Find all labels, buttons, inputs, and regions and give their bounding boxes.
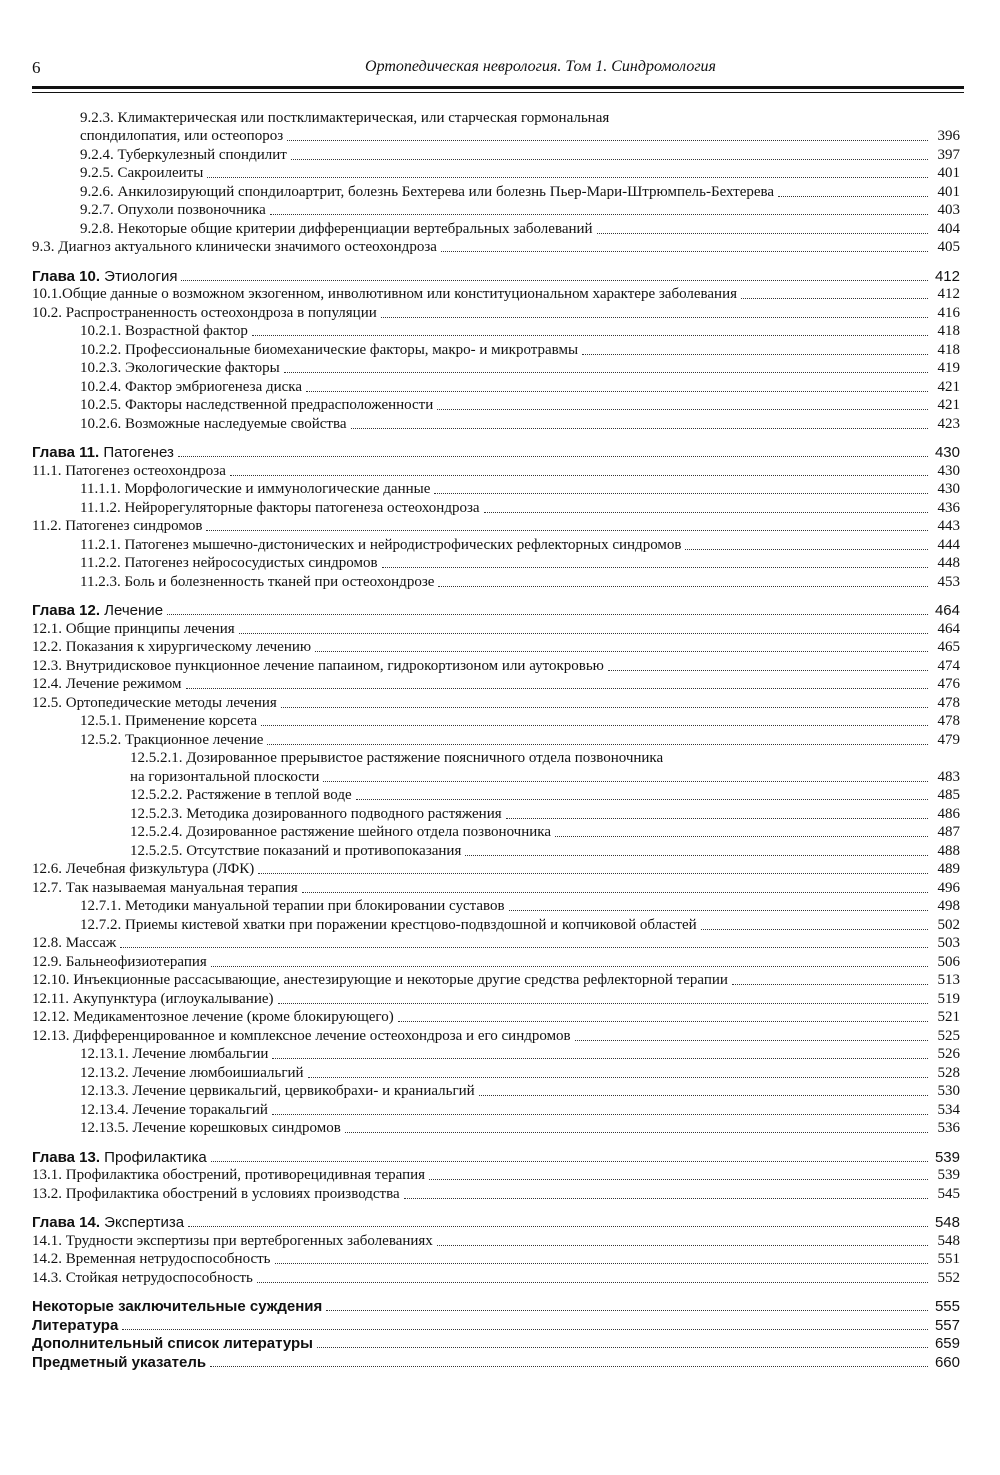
toc-entry-title: 10.2.4. Фактор эмбриогенеза диска (80, 378, 303, 395)
dot-leader (351, 427, 929, 429)
toc-backmatter-entry (32, 1334, 960, 1353)
toc-entry-title: 11.1.2. Нейрорегуляторные факторы патогенеза остеохондроза (80, 499, 480, 516)
toc-chapter (32, 1213, 960, 1232)
toc-entry-title: 10.2.3. Экологические факторы (80, 360, 280, 376)
toc-entry-title: 12.8. Массаж (32, 935, 117, 951)
toc-page-number: 423 (937, 415, 960, 432)
dot-leader (778, 195, 928, 197)
toc-backmatter-entry (32, 1297, 960, 1316)
toc-page-number: 401 (937, 183, 960, 200)
toc-entry-title: 12.5.2. Тракционное лечение (80, 731, 264, 748)
toc-entry-title: на горизонтальной плоскости (130, 768, 320, 785)
toc-entry-title: 9.2.6. Анкилозирующий спондилоартрит, болезнь Бехтерева или болезнь Пьер-Мари-Штрюмпель-Бехтерева (80, 183, 775, 200)
toc-page-number: 485 (937, 787, 960, 803)
toc-entry (32, 1268, 960, 1287)
toc-page-number: 479 (937, 731, 960, 748)
toc-page-number: 405 (937, 239, 960, 255)
toc-entry (32, 322, 960, 341)
dot-leader (207, 176, 928, 178)
dot-leader (434, 492, 928, 494)
toc-entry-title: 10.2.1. Возрастной фактор (80, 323, 248, 339)
toc-page-number: 526 (937, 1046, 960, 1062)
dot-leader (356, 798, 928, 800)
toc-entry-title: 13.1. Профилактика обострений, противорецидивная терапия (32, 1167, 426, 1183)
dot-leader (555, 835, 928, 837)
toc-entry (32, 971, 960, 990)
dot-leader (315, 650, 928, 652)
toc-entry-title: 9.3. Диагноз актуального клинически значимого остеохондроза (32, 239, 437, 255)
toc-chapter-title (32, 268, 177, 285)
toc-chapter (32, 266, 960, 285)
toc-entry-title: 12.6. Лечебная физкультура (ЛФК) (32, 861, 255, 877)
running-title: Ортопедическая неврология. Том 1. Синдромология (365, 58, 716, 75)
toc-entry (32, 1250, 960, 1269)
toc-entry (32, 238, 960, 257)
toc-chapter-title (32, 1214, 184, 1231)
dot-leader (211, 1160, 928, 1162)
toc-page-number: 404 (937, 220, 960, 237)
toc-entry-title: 10.1.Общие данные о возможном экзогенном, инволютивном или конституциональном характере заболевания (32, 286, 738, 302)
toc-entry (32, 897, 960, 916)
dot-leader (323, 780, 928, 782)
toc-chapter-number: Глава 12. (32, 602, 101, 619)
toc-entry (32, 675, 960, 694)
toc-page-number: 418 (937, 323, 960, 339)
toc-entry (32, 201, 960, 220)
table-of-contents (32, 108, 960, 1371)
dot-leader (210, 1365, 928, 1367)
toc-page-number: 519 (937, 990, 960, 1007)
dot-leader (506, 817, 928, 819)
toc-page-number: 536 (937, 1120, 960, 1136)
toc-page-number: 545 (937, 1185, 960, 1202)
toc-page-number: 548 (937, 1232, 960, 1249)
toc-entry-title: 12.5.2.2. Растяжение в теплой воде (130, 787, 352, 803)
toc-page-number: 403 (937, 202, 960, 218)
toc-entry (32, 480, 960, 499)
toc-entry (32, 572, 960, 591)
toc-chapter-number: Глава 11. (32, 444, 100, 461)
dot-leader (597, 232, 928, 234)
dot-leader (345, 1131, 928, 1133)
toc-page-number: 478 (937, 713, 960, 729)
toc-entry (32, 786, 960, 805)
toc-entry (32, 303, 960, 322)
toc-entry (32, 749, 960, 768)
dot-leader (317, 1346, 928, 1348)
toc-page-number: 502 (937, 916, 960, 933)
toc-page-number: 555 (934, 1298, 960, 1315)
toc-entry (32, 804, 960, 823)
toc-entry (32, 860, 960, 879)
toc-page-number: 412 (934, 267, 960, 285)
toc-entry-title: 10.2.2. Профессиональные биомеханические факторы, макро- и микротравмы (80, 341, 579, 358)
dot-leader (258, 872, 928, 874)
dot-leader (306, 390, 928, 392)
toc-page-number: 419 (937, 360, 960, 376)
dot-leader (230, 474, 928, 476)
toc-entry-title: Дополнительный список литературы (32, 1335, 313, 1352)
toc-page-number: 397 (937, 146, 960, 163)
dot-leader (270, 213, 928, 215)
toc-entry (32, 619, 960, 638)
toc-entry (32, 1100, 960, 1119)
page-header (32, 54, 964, 82)
toc-page-number: 660 (934, 1353, 960, 1371)
dot-leader (741, 297, 928, 299)
toc-entry-title: 9.2.8. Некоторые общие критерии дифференциации вертебральных заболеваний (80, 220, 593, 237)
toc-entry (32, 219, 960, 238)
toc-entry (32, 730, 960, 749)
toc-page-number: 465 (937, 639, 960, 655)
toc-page-number: 430 (937, 481, 960, 497)
toc-entry (32, 108, 960, 127)
toc-entry (32, 554, 960, 573)
toc-entry-title: 12.13. Дифференцированное и комплексное лечение остеохондроза и его синдромов (32, 1027, 571, 1044)
toc-page-number: 464 (934, 602, 960, 619)
dot-leader (509, 909, 928, 911)
toc-page-number: 506 (937, 953, 960, 970)
dot-leader (275, 1262, 928, 1264)
dot-leader (429, 1178, 928, 1180)
dot-leader (272, 1057, 928, 1059)
toc-entry-title: 12.13.5. Лечение корешковых синдромов (80, 1120, 341, 1136)
toc-entry (32, 1166, 960, 1185)
toc-entry-title: 12.1. Общие принципы лечения (32, 620, 235, 637)
toc-entry-title: 12.7.2. Приемы кистевой хватки при поражении крестцово-подвздошной и копчиковой областей (80, 916, 697, 933)
dot-leader (308, 1076, 928, 1078)
toc-entry-title: 12.5.2.5. Отсутствие показаний и противопоказания (130, 842, 462, 859)
dot-leader (465, 854, 928, 856)
toc-entry (32, 841, 960, 860)
toc-entry-title: 11.2.2. Патогенез нейрососудистых синдромов (80, 555, 378, 571)
toc-chapter-number: Глава 10. (32, 267, 101, 285)
toc-entry-title: 10.2.5. Факторы наследственной предрасположенности (80, 397, 434, 413)
toc-entry (32, 359, 960, 378)
toc-entry (32, 535, 960, 554)
toc-entry-title: 11.1.1. Морфологические и иммунологические данные (80, 481, 431, 497)
dot-leader (381, 316, 928, 318)
toc-chapter-name: Экспертиза (100, 1214, 185, 1231)
toc-entry-title: 12.11. Акупунктура (иглоукалывание) (32, 990, 274, 1007)
toc-entry-title: Предметный указатель (32, 1353, 207, 1371)
toc-page-number: 487 (937, 824, 960, 840)
toc-chapter-number: Глава 13. (32, 1148, 101, 1166)
toc-page-number: 551 (937, 1251, 960, 1267)
toc-page-number: 443 (937, 518, 960, 534)
toc-page-number: 486 (937, 805, 960, 822)
toc-entry (32, 767, 960, 786)
toc-entry (32, 414, 960, 433)
toc-entry-title: 12.5.2.3. Методика дозированного подводного растяжения (130, 805, 502, 822)
toc-page-number: 530 (937, 1083, 960, 1099)
dot-leader (398, 1020, 928, 1022)
dot-leader (206, 529, 928, 531)
toc-entry (32, 915, 960, 934)
toc-entry-title: спондилопатия, или остеопороз (80, 128, 284, 144)
toc-entry-title: 12.5.2.4. Дозированное растяжение шейного отдела позвоночника (130, 824, 552, 840)
toc-entry-title: 10.2. Распространенность остеохондроза в популяции (32, 304, 377, 321)
toc-entry-title: 11.1. Патогенез остеохондроза (32, 462, 226, 479)
dot-leader (267, 743, 928, 745)
toc-entry-title: 11.2.1. Патогенез мышечно-дистонических и нейродистрофических рефлекторных синдромов (80, 536, 682, 553)
dot-leader (278, 1002, 928, 1004)
dot-leader (484, 511, 928, 513)
toc-entry-title: 12.4. Лечение режимом (32, 676, 182, 692)
toc-entry-title: 12.5.2.1. Дозированное прерывистое растяжение поясничного отдела позвоночника (130, 750, 664, 766)
toc-chapter (32, 1147, 960, 1166)
toc-entry-title: 9.2.7. Опухоли позвоночника (80, 202, 266, 218)
toc-entry (32, 1184, 960, 1203)
toc-entry-title: 11.2. Патогенез синдромов (32, 518, 203, 534)
toc-entry-title: 12.2. Показания к хирургическому лечению (32, 639, 312, 655)
dot-leader (120, 946, 928, 948)
dot-leader (382, 566, 928, 568)
toc-entry-title: 11.2.3. Боль и болезненность тканей при остеохондрозе (80, 573, 435, 590)
toc-page-number: 548 (934, 1214, 960, 1231)
dot-leader (437, 1244, 928, 1246)
toc-chapter-name: Лечение (100, 602, 164, 619)
dot-leader (188, 1225, 928, 1227)
toc-chapter-name: Профилактика (100, 1148, 207, 1166)
toc-page-number: 503 (937, 935, 960, 951)
toc-entry-title: Литература (32, 1316, 119, 1334)
dot-leader (479, 1094, 928, 1096)
toc-entry-title: 13.2. Профилактика обострений в условиях производства (32, 1185, 400, 1202)
toc-chapter-number: Глава 14. (32, 1214, 101, 1231)
toc-page-number: 513 (937, 972, 960, 988)
toc-entry-title: 9.2.3. Климактерическая или постклимактерическая, или старческая гормональная (80, 109, 610, 126)
dot-leader (291, 158, 928, 160)
toc-entry (32, 952, 960, 971)
toc-entry (32, 498, 960, 517)
toc-page-number: 525 (937, 1027, 960, 1044)
toc-entry (32, 1119, 960, 1138)
toc-chapter-name: Этиология (100, 267, 178, 285)
dot-leader (261, 724, 928, 726)
toc-chapter (32, 443, 960, 462)
toc-entry-title: 12.10. Инъекционные рассасывающие, анестезирующие и некоторые другие средства рефлекторной терапии (32, 972, 728, 988)
dot-leader (122, 1328, 928, 1330)
header-rule-thin (32, 92, 964, 93)
toc-page-number: 521 (937, 1009, 960, 1025)
toc-entry (32, 145, 960, 164)
dot-leader (685, 548, 928, 550)
toc-backmatter-entry (32, 1315, 960, 1334)
toc-chapter-title (32, 444, 174, 461)
toc-entry (32, 693, 960, 712)
dot-leader (582, 353, 928, 355)
toc-entry (32, 396, 960, 415)
toc-entry-title: 9.2.5. Сакроилеиты (80, 165, 204, 181)
header-rule-thick (32, 86, 964, 89)
dot-leader (701, 928, 928, 930)
toc-entry-title: 10.2.6. Возможные наследуемые свойства (80, 415, 347, 432)
toc-entry-title: 12.5.1. Применение корсета (80, 713, 258, 729)
toc-page-number: 436 (937, 499, 960, 516)
toc-page-number: 552 (937, 1269, 960, 1286)
dot-leader (438, 585, 928, 587)
toc-entry-title: 12.12. Медикаментозное лечение (кроме блокирующего) (32, 1009, 394, 1025)
dot-leader (281, 706, 928, 708)
toc-page-number: 396 (937, 128, 960, 144)
toc-page-number: 478 (937, 694, 960, 711)
toc-entry (32, 285, 960, 304)
toc-entry (32, 461, 960, 480)
toc-page-number: 498 (937, 898, 960, 914)
toc-entry (32, 127, 960, 146)
toc-entry (32, 1045, 960, 1064)
toc-entry-title: 9.2.4. Туберкулезный спондилит (80, 146, 287, 163)
dot-leader (732, 983, 928, 985)
toc-entry (32, 989, 960, 1008)
toc-page-number: 488 (937, 842, 960, 859)
toc-page-number: 421 (937, 397, 960, 413)
dot-leader (257, 1281, 928, 1283)
page-number: 6 (32, 58, 41, 77)
toc-page-number: 489 (937, 861, 960, 877)
toc-entry-title: Некоторые заключительные суждения (32, 1298, 323, 1315)
dot-leader (575, 1039, 928, 1041)
toc-entry (32, 638, 960, 657)
toc-chapter (32, 601, 960, 620)
toc-entry (32, 340, 960, 359)
toc-page-number: 453 (937, 573, 960, 590)
toc-page-number: 418 (937, 341, 960, 358)
dot-leader (441, 250, 928, 252)
toc-page-number: 430 (934, 444, 960, 461)
dot-leader (181, 279, 928, 281)
toc-entry-title: 12.5. Ортопедические методы лечения (32, 694, 277, 711)
toc-entry-title: 12.7.1. Методики мануальной терапии при блокировании суставов (80, 898, 505, 914)
toc-entry-title: 12.9. Бальнеофизиотерапия (32, 953, 207, 970)
toc-chapter-title (32, 602, 163, 619)
toc-entry (32, 1231, 960, 1250)
toc-entry (32, 1026, 960, 1045)
dot-leader (437, 408, 928, 410)
toc-entry-title: 12.13.4. Лечение торакальгий (80, 1101, 268, 1118)
toc-entry (32, 878, 960, 897)
toc-backmatter-entry (32, 1352, 960, 1371)
toc-page-number: 412 (937, 286, 960, 302)
toc-entry (32, 1063, 960, 1082)
dot-leader (326, 1309, 928, 1311)
toc-page-number: 528 (937, 1064, 960, 1081)
dot-leader (167, 613, 928, 615)
toc-entry-title: 12.3. Внутридисковое пункционное лечение папаином, гидрокортизоном или аутокровью (32, 657, 604, 674)
toc-entry (32, 1082, 960, 1101)
toc-chapter-name: Патогенез (99, 444, 174, 461)
toc-page-number: 539 (934, 1148, 960, 1166)
dot-leader (211, 965, 928, 967)
toc-entry (32, 164, 960, 183)
toc-page-number: 483 (937, 768, 960, 785)
dot-leader (287, 139, 928, 141)
toc-entry-title: 14.3. Стойкая нетрудоспособность (32, 1269, 253, 1286)
dot-leader (272, 1113, 928, 1115)
toc-page-number: 416 (937, 304, 960, 321)
toc-entry (32, 656, 960, 675)
toc-entry (32, 182, 960, 201)
toc-entry (32, 823, 960, 842)
toc-chapter-title (32, 1149, 207, 1166)
toc-entry (32, 934, 960, 953)
dot-leader (404, 1197, 928, 1199)
toc-page-number: 539 (937, 1167, 960, 1183)
toc-page-number: 557 (934, 1316, 960, 1334)
toc-page-number: 659 (934, 1335, 960, 1352)
dot-leader (186, 687, 928, 689)
dot-leader (302, 891, 928, 893)
toc-page-number: 421 (937, 378, 960, 395)
toc-entry (32, 517, 960, 536)
dot-leader (178, 455, 928, 457)
toc-entry (32, 1008, 960, 1027)
toc-entry-title: 12.7. Так называемая мануальная терапия (32, 879, 298, 896)
toc-entry-title: 14.1. Трудности экспертизы при вертеброгенных заболеваниях (32, 1232, 433, 1249)
toc-page-number: 534 (937, 1101, 960, 1118)
toc-page-number: 448 (937, 555, 960, 571)
toc-page-number: 474 (937, 657, 960, 674)
toc-entry-title: 12.13.1. Лечение люмбальгии (80, 1046, 269, 1062)
toc-page-number: 464 (937, 620, 960, 637)
toc-entry (32, 377, 960, 396)
dot-leader (252, 334, 928, 336)
toc-entry (32, 712, 960, 731)
toc-page-number: 430 (937, 462, 960, 479)
dot-leader (239, 632, 928, 634)
dot-leader (608, 669, 928, 671)
toc-page-number: 401 (937, 165, 960, 181)
dot-leader (284, 371, 928, 373)
toc-entry-title: 12.13.2. Лечение люмбоишиальгий (80, 1064, 304, 1081)
toc-entry-title: 14.2. Временная нетрудоспособность (32, 1251, 271, 1267)
toc-entry-title: 12.13.3. Лечение цервикальгий, цервикобрахи- и краниальгий (80, 1083, 475, 1099)
toc-page-number: 444 (937, 536, 960, 553)
toc-page-number: 496 (937, 879, 960, 896)
toc-page-number: 476 (937, 676, 960, 692)
